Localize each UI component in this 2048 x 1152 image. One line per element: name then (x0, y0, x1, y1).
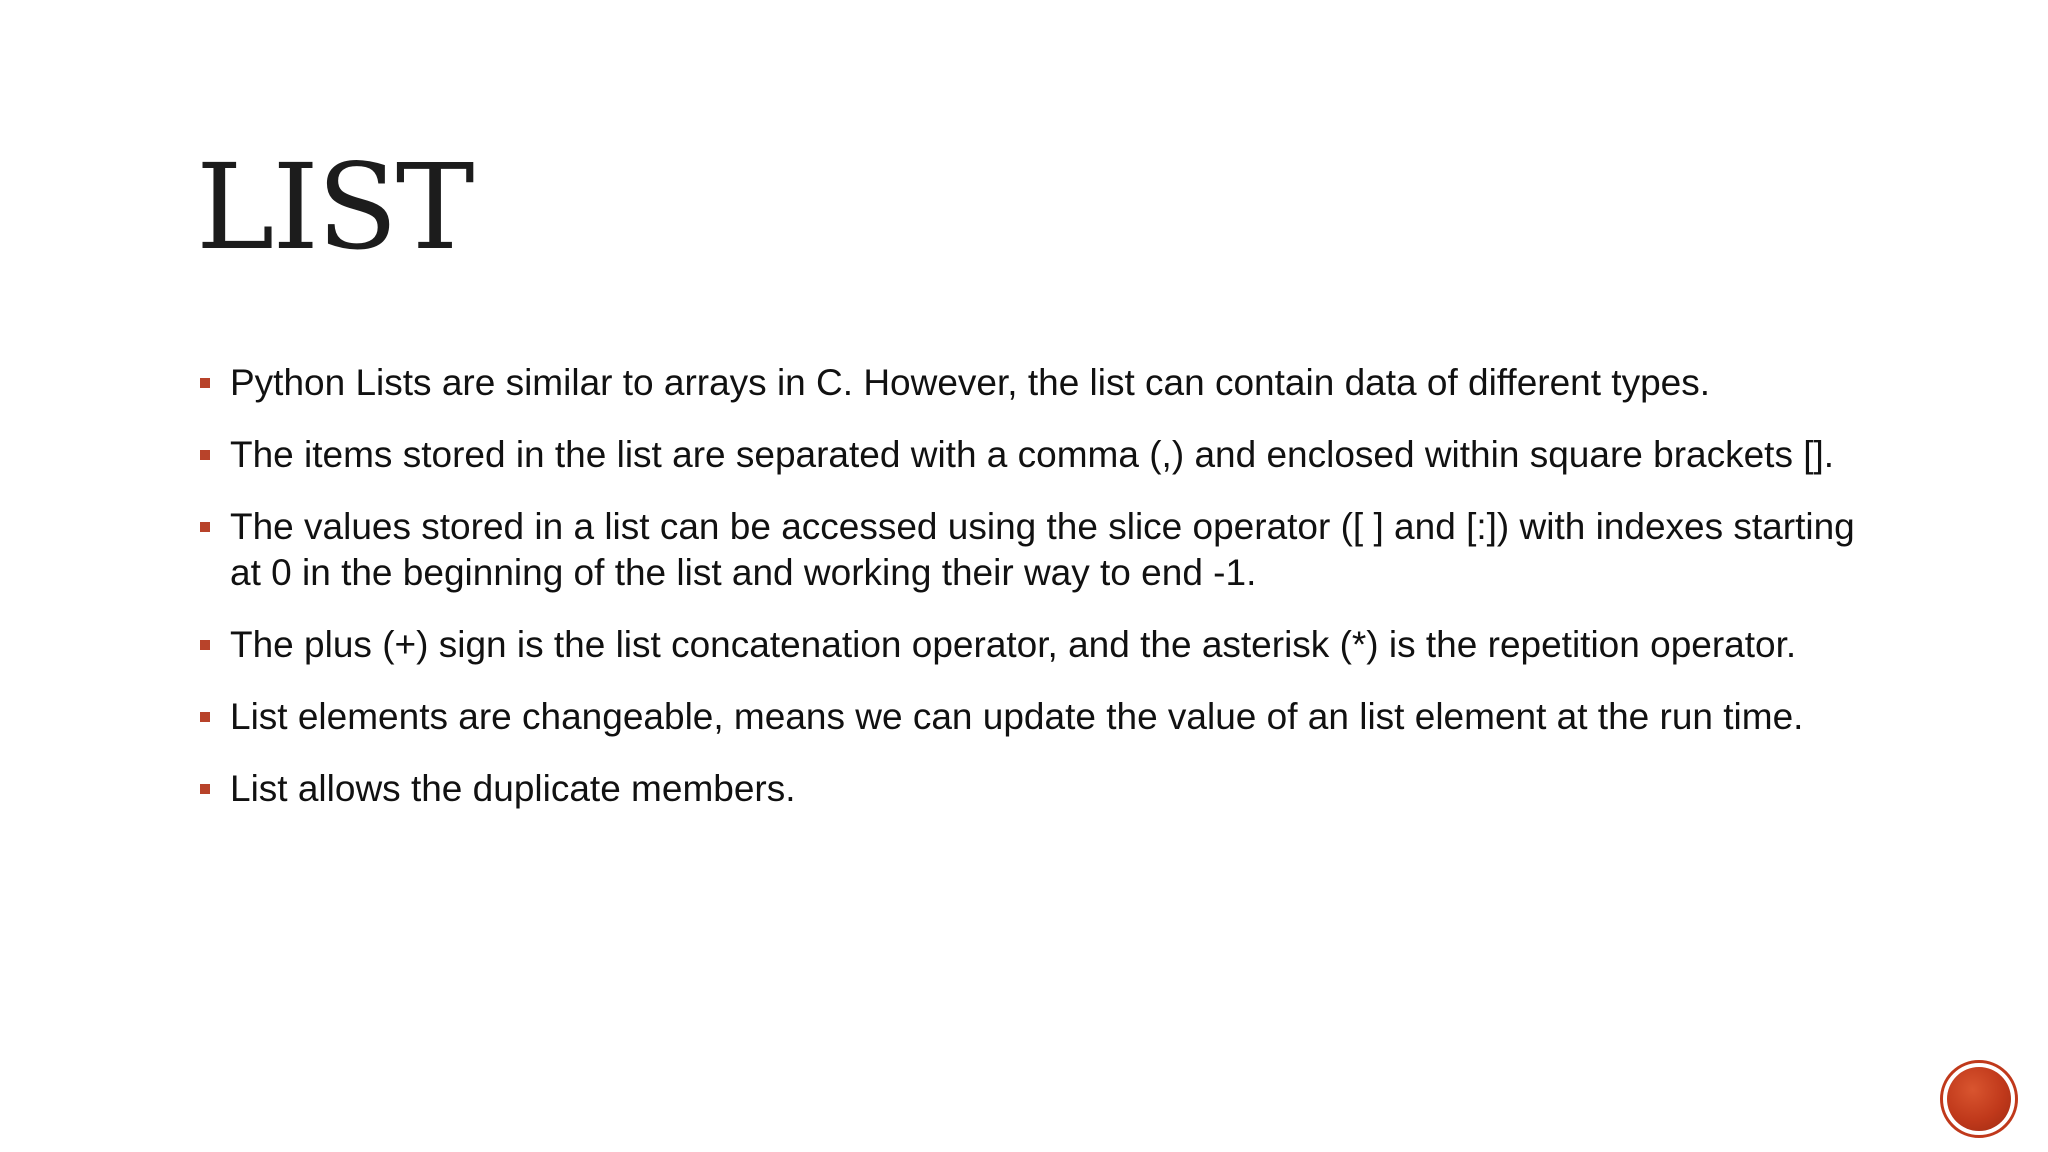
bullet-item (196, 622, 1856, 668)
square-bullet-icon (200, 712, 210, 722)
square-bullet-icon (200, 784, 210, 794)
slide-nav-button[interactable] (1940, 1060, 2018, 1138)
bullet-text: The values stored in a list can be accessed using the slice operator ([ ] and [:]) with indexes starting at 0 in the beginning of the list and working their way to end -1. (230, 506, 1855, 593)
bullet-list (196, 360, 1856, 838)
bullet-text: The items stored in the list are separated with a comma (,) and enclosed within square brackets []. (230, 434, 1835, 475)
bullet-text: List elements are changeable, means we can update the value of an list element at the run time. (230, 696, 1804, 737)
square-bullet-icon (200, 450, 210, 460)
bullet-text: List allows the duplicate members. (230, 768, 796, 809)
bullet-item (196, 432, 1856, 478)
bullet-text: Python Lists are similar to arrays in C. However, the list can contain data of different types. (230, 362, 1711, 403)
square-bullet-icon (200, 640, 210, 650)
bullet-item (196, 360, 1856, 406)
square-bullet-icon (200, 522, 210, 532)
slide-nav-circle-icon (1947, 1067, 2011, 1131)
square-bullet-icon (200, 378, 210, 388)
bullet-item (196, 504, 1856, 596)
bullet-item (196, 766, 1856, 812)
bullet-item (196, 694, 1856, 740)
slide-title: LIST (196, 138, 473, 276)
bullet-text: The plus (+) sign is the list concatenation operator, and the asterisk (*) is the repetition operator. (230, 624, 1797, 665)
